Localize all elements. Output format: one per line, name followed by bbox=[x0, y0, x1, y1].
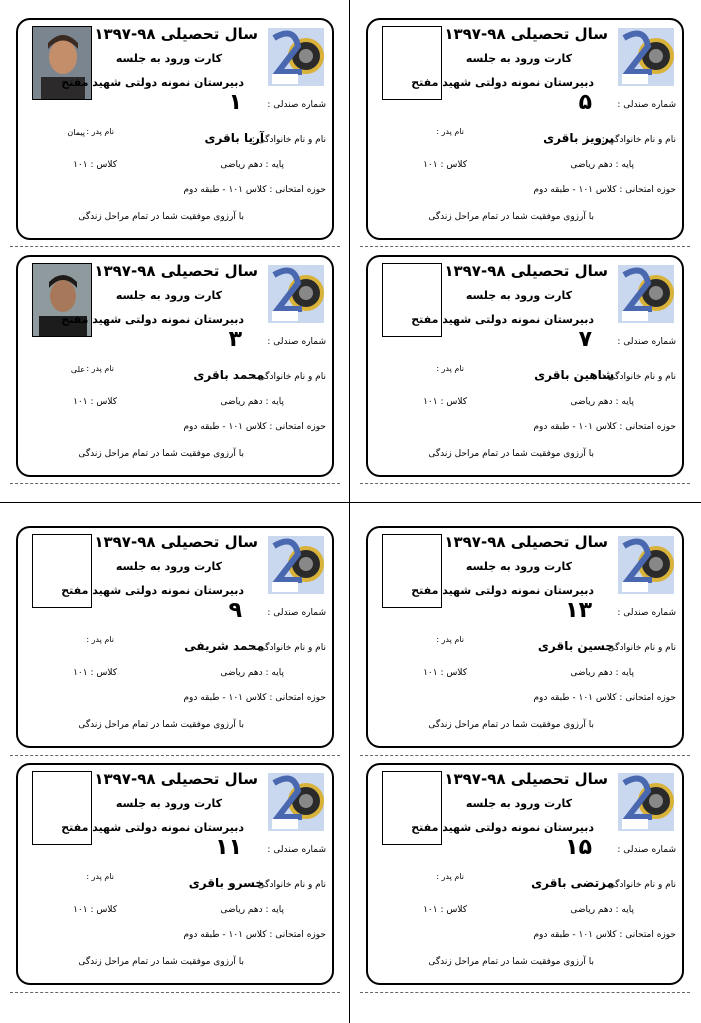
entry-card bbox=[366, 18, 684, 240]
card-title: کارت ورود به جلسه bbox=[115, 560, 222, 573]
wish-text: با آرزوی موفقیت شما در تمام مراحل زندگی bbox=[78, 957, 244, 967]
wish-text: با آرزوی موفقیت شما در تمام مراحل زندگی bbox=[428, 957, 594, 967]
entry-card bbox=[16, 763, 334, 985]
entry-card bbox=[16, 526, 334, 748]
student-name: محمد باقری bbox=[193, 368, 264, 382]
exam-hall-text: حوزه امتحانی : کلاس ۱۰۱ - طبقه دوم bbox=[533, 930, 676, 940]
seat-label: شماره صندلی : bbox=[267, 100, 326, 110]
school-logo-icon bbox=[268, 773, 324, 831]
academic-year: سال تحصیلی ۹۸-۱۳۹۷ bbox=[94, 533, 258, 551]
grade-text: پایه : دهم ریاضی bbox=[220, 905, 284, 915]
father-label: نام پدر : bbox=[86, 635, 114, 644]
exam-hall-text: حوزه امتحانی : کلاس ۱۰۱ - طبقه دوم bbox=[533, 185, 676, 195]
class-text: کلاس : ۱۰۱ bbox=[423, 905, 467, 915]
grade-text: پایه : دهم ریاضی bbox=[220, 397, 284, 407]
exam-hall-text: حوزه امتحانی : کلاس ۱۰۱ - طبقه دوم bbox=[533, 693, 676, 703]
class-text: کلاس : ۱۰۱ bbox=[73, 397, 117, 407]
school-logo-icon bbox=[618, 265, 674, 323]
cut-line bbox=[360, 755, 690, 756]
class-text: کلاس : ۱۰۱ bbox=[73, 160, 117, 170]
entry-card bbox=[16, 255, 334, 477]
school-name: دبیرستان نمونه دولتی شهید مفتح bbox=[411, 313, 594, 326]
father-label: نام پدر : bbox=[436, 872, 464, 881]
name-label: نام و نام خانوادگی : bbox=[601, 135, 676, 145]
name-label: نام و نام خانوادگی : bbox=[251, 643, 326, 653]
school-logo-icon bbox=[268, 28, 324, 86]
wish-text: با آرزوی موفقیت شما در تمام مراحل زندگی bbox=[428, 212, 594, 222]
father-label: نام پدر : bbox=[86, 127, 114, 136]
school-name: دبیرستان نمونه دولتی شهید مفتح bbox=[411, 76, 594, 89]
name-label: نام و نام خانوادگی : bbox=[251, 135, 326, 145]
seat-number: ۱ bbox=[228, 90, 242, 115]
wish-text: با آرزوی موفقیت شما در تمام مراحل زندگی bbox=[428, 449, 594, 459]
exam-hall-text: حوزه امتحانی : کلاس ۱۰۱ - طبقه دوم bbox=[183, 422, 326, 432]
academic-year: سال تحصیلی ۹۸-۱۳۹۷ bbox=[444, 262, 608, 280]
entry-card bbox=[366, 763, 684, 985]
academic-year: سال تحصیلی ۹۸-۱۳۹۷ bbox=[94, 262, 258, 280]
seat-label: شماره صندلی : bbox=[267, 608, 326, 618]
seat-number: ۹ bbox=[228, 598, 242, 623]
cut-line bbox=[10, 755, 340, 756]
seat-number: ۱۵ bbox=[565, 835, 592, 860]
exam-hall-text: حوزه امتحانی : کلاس ۱۰۱ - طبقه دوم bbox=[183, 930, 326, 940]
school-name: دبیرستان نمونه دولتی شهید مفتح bbox=[411, 584, 594, 597]
student-name: حسین باقری bbox=[537, 639, 614, 653]
exam-hall-text: حوزه امتحانی : کلاس ۱۰۱ - طبقه دوم bbox=[533, 422, 676, 432]
entry-card bbox=[16, 18, 334, 240]
seat-label: شماره صندلی : bbox=[617, 845, 676, 855]
grade-text: پایه : دهم ریاضی bbox=[220, 160, 284, 170]
cut-line bbox=[10, 483, 340, 484]
father-label: نام پدر : bbox=[436, 635, 464, 644]
seat-number: ۳ bbox=[228, 327, 242, 352]
wish-text: با آرزوی موفقیت شما در تمام مراحل زندگی bbox=[78, 720, 244, 730]
page-divider bbox=[0, 502, 701, 503]
wish-text: با آرزوی موفقیت شما در تمام مراحل زندگی bbox=[428, 720, 594, 730]
exam-hall-text: حوزه امتحانی : کلاس ۱۰۱ - طبقه دوم bbox=[183, 185, 326, 195]
class-text: کلاس : ۱۰۱ bbox=[73, 668, 117, 678]
wish-text: با آرزوی موفقیت شما در تمام مراحل زندگی bbox=[78, 212, 244, 222]
seat-number: ۵ bbox=[578, 90, 592, 115]
name-label: نام و نام خانوادگی : bbox=[251, 372, 326, 382]
cut-line bbox=[360, 246, 690, 247]
wish-text: با آرزوی موفقیت شما در تمام مراحل زندگی bbox=[78, 449, 244, 459]
student-name: پرویز باقری bbox=[543, 131, 614, 145]
cut-line bbox=[360, 992, 690, 993]
seat-label: شماره صندلی : bbox=[617, 337, 676, 347]
academic-year: سال تحصیلی ۹۸-۱۳۹۷ bbox=[94, 770, 258, 788]
seat-label: شماره صندلی : bbox=[617, 100, 676, 110]
student-name: شاهین باقری bbox=[534, 368, 614, 382]
seat-number: ۱۳ bbox=[565, 598, 592, 623]
grade-text: پایه : دهم ریاضی bbox=[570, 905, 634, 915]
card-title: کارت ورود به جلسه bbox=[465, 52, 572, 65]
name-label: نام و نام خانوادگی : bbox=[601, 372, 676, 382]
father-name: علی bbox=[70, 365, 85, 374]
class-text: کلاس : ۱۰۱ bbox=[73, 905, 117, 915]
card-title: کارت ورود به جلسه bbox=[115, 289, 222, 302]
name-label: نام و نام خانوادگی : bbox=[601, 880, 676, 890]
card-title: کارت ورود به جلسه bbox=[465, 797, 572, 810]
school-name: دبیرستان نمونه دولتی شهید مفتح bbox=[61, 821, 244, 834]
school-logo-icon bbox=[618, 536, 674, 594]
seat-label: شماره صندلی : bbox=[267, 845, 326, 855]
academic-year: سال تحصیلی ۹۸-۱۳۹۷ bbox=[94, 25, 258, 43]
name-label: نام و نام خانوادگی : bbox=[601, 643, 676, 653]
class-text: کلاس : ۱۰۱ bbox=[423, 160, 467, 170]
entry-card bbox=[366, 255, 684, 477]
student-name: آریا باقری bbox=[204, 131, 264, 145]
card-title: کارت ورود به جلسه bbox=[465, 560, 572, 573]
school-logo-icon bbox=[268, 265, 324, 323]
class-text: کلاس : ۱۰۱ bbox=[423, 397, 467, 407]
seat-number: ۷ bbox=[578, 327, 592, 352]
father-label: نام پدر : bbox=[86, 872, 114, 881]
vertical-divider bbox=[349, 0, 350, 1023]
student-name: خسرو باقری bbox=[188, 876, 264, 890]
card-title: کارت ورود به جلسه bbox=[115, 797, 222, 810]
school-logo-icon bbox=[618, 773, 674, 831]
grade-text: پایه : دهم ریاضی bbox=[570, 668, 634, 678]
school-logo-icon bbox=[268, 536, 324, 594]
entry-card bbox=[366, 526, 684, 748]
school-name: دبیرستان نمونه دولتی شهید مفتح bbox=[61, 76, 244, 89]
student-name: محمد شریفی bbox=[184, 639, 264, 653]
seat-label: شماره صندلی : bbox=[267, 337, 326, 347]
grade-text: پایه : دهم ریاضی bbox=[220, 668, 284, 678]
grade-text: پایه : دهم ریاضی bbox=[570, 397, 634, 407]
name-label: نام و نام خانوادگی : bbox=[251, 880, 326, 890]
class-text: کلاس : ۱۰۱ bbox=[423, 668, 467, 678]
school-name: دبیرستان نمونه دولتی شهید مفتح bbox=[411, 821, 594, 834]
academic-year: سال تحصیلی ۹۸-۱۳۹۷ bbox=[444, 533, 608, 551]
cut-line bbox=[10, 246, 340, 247]
academic-year: سال تحصیلی ۹۸-۱۳۹۷ bbox=[444, 770, 608, 788]
cut-line bbox=[10, 992, 340, 993]
father-label: نام پدر : bbox=[436, 364, 464, 373]
school-name: دبیرستان نمونه دولتی شهید مفتح bbox=[61, 313, 244, 326]
father-name: پیمان bbox=[67, 128, 85, 137]
school-logo-icon bbox=[618, 28, 674, 86]
student-name: مرتضی باقری bbox=[531, 876, 614, 890]
seat-number: ۱۱ bbox=[215, 835, 242, 860]
seat-label: شماره صندلی : bbox=[617, 608, 676, 618]
school-name: دبیرستان نمونه دولتی شهید مفتح bbox=[61, 584, 244, 597]
academic-year: سال تحصیلی ۹۸-۱۳۹۷ bbox=[444, 25, 608, 43]
grade-text: پایه : دهم ریاضی bbox=[570, 160, 634, 170]
cut-line bbox=[360, 483, 690, 484]
card-title: کارت ورود به جلسه bbox=[465, 289, 572, 302]
father-label: نام پدر : bbox=[436, 127, 464, 136]
exam-hall-text: حوزه امتحانی : کلاس ۱۰۱ - طبقه دوم bbox=[183, 693, 326, 703]
card-title: کارت ورود به جلسه bbox=[115, 52, 222, 65]
father-label: نام پدر : bbox=[86, 364, 114, 373]
